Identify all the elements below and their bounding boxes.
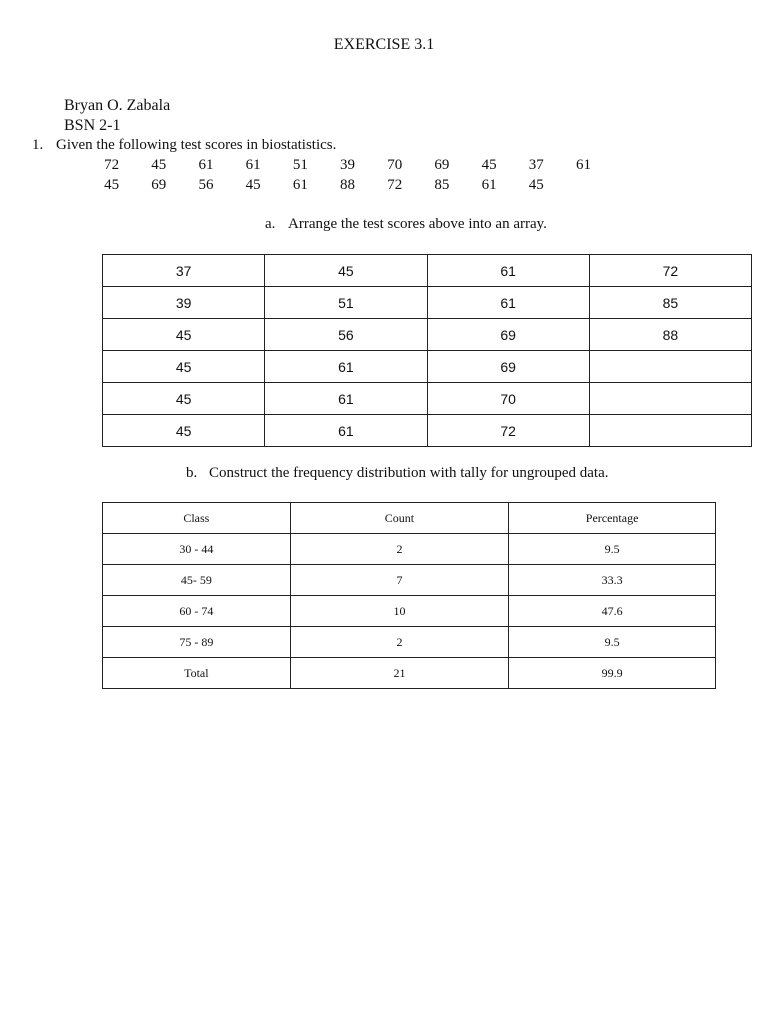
score-cell: 61 <box>575 157 591 173</box>
total-percentage-cell: 99.9 <box>509 658 716 689</box>
score-cell: 70 <box>387 157 403 173</box>
count-cell: 2 <box>290 534 509 565</box>
table-total-row <box>103 658 716 689</box>
table-cell: 70 <box>427 383 589 415</box>
part-b-text: Construct the frequency distribution with tally for ungrouped data. <box>209 465 609 481</box>
frequency-table <box>102 502 716 689</box>
score-cell: 88 <box>340 177 356 193</box>
count-cell: 7 <box>290 565 509 596</box>
question-number: 1. <box>32 137 44 153</box>
table-cell: 45 <box>103 351 265 383</box>
total-label-cell: Total <box>103 658 291 689</box>
score-cell: 61 <box>481 177 497 193</box>
table-cell: 61 <box>265 383 427 415</box>
score-cell: 56 <box>198 177 214 193</box>
table-cell: 45 <box>103 319 265 351</box>
part-b-letter: b. <box>186 465 198 481</box>
table-cell: 45 <box>265 255 427 287</box>
table-cell: 45 <box>103 383 265 415</box>
table-row <box>103 415 752 447</box>
part-a-heading <box>265 216 547 233</box>
table-row <box>103 351 752 383</box>
score-cell: 37 <box>528 157 544 173</box>
table-cell <box>589 383 751 415</box>
table-cell: 69 <box>427 319 589 351</box>
score-cell: 45 <box>481 157 497 173</box>
question-text: Given the following test scores in biostatistics. <box>56 137 337 153</box>
table-row <box>103 383 752 415</box>
score-cell: 39 <box>340 157 356 173</box>
table-cell: 61 <box>265 351 427 383</box>
array-table <box>102 254 752 447</box>
class-cell: 60 - 74 <box>103 596 291 627</box>
table-row <box>103 596 716 627</box>
table-cell: 61 <box>265 415 427 447</box>
table-cell: 56 <box>265 319 427 351</box>
score-cell: 45 <box>245 177 261 193</box>
table-cell: 45 <box>103 415 265 447</box>
scores-row-1 <box>88 157 607 174</box>
score-cell: 61 <box>292 177 308 193</box>
table-row <box>103 534 716 565</box>
table-cell: 37 <box>103 255 265 287</box>
part-a-text: Arrange the test scores above into an array. <box>288 216 547 232</box>
percentage-cell: 9.5 <box>509 627 716 658</box>
class-cell: 75 - 89 <box>103 627 291 658</box>
score-cell: 45 <box>104 177 120 193</box>
table-row <box>103 255 752 287</box>
table-cell: 88 <box>589 319 751 351</box>
score-cell: 61 <box>198 157 214 173</box>
table-cell: 61 <box>427 287 589 319</box>
table-cell: 72 <box>589 255 751 287</box>
student-name: Bryan O. Zabala <box>64 97 171 114</box>
table-cell: 39 <box>103 287 265 319</box>
score-cell: 61 <box>245 157 261 173</box>
table-row <box>103 627 716 658</box>
percentage-cell: 47.6 <box>509 596 716 627</box>
table-cell <box>589 415 751 447</box>
class-cell: 45- 59 <box>103 565 291 596</box>
percentage-cell: 33.3 <box>509 565 716 596</box>
table-cell: 72 <box>427 415 589 447</box>
score-cell: 72 <box>387 177 403 193</box>
part-b-heading <box>186 465 609 482</box>
table-row <box>103 287 752 319</box>
score-cell: 85 <box>434 177 450 193</box>
score-cell: 45 <box>151 157 167 173</box>
score-cell: 51 <box>292 157 308 173</box>
table-header-row <box>103 503 716 534</box>
header-count: Count <box>290 503 509 534</box>
score-cell: 72 <box>104 157 120 173</box>
score-cell: 45 <box>528 177 544 193</box>
total-count-cell: 21 <box>290 658 509 689</box>
count-cell: 2 <box>290 627 509 658</box>
header-class: Class <box>103 503 291 534</box>
score-cell: 69 <box>434 157 450 173</box>
table-cell: 69 <box>427 351 589 383</box>
percentage-cell: 9.5 <box>509 534 716 565</box>
student-section: BSN 2-1 <box>64 117 121 134</box>
table-cell: 85 <box>589 287 751 319</box>
header-percentage: Percentage <box>509 503 716 534</box>
class-cell: 30 - 44 <box>103 534 291 565</box>
scores-row-2 <box>88 177 560 194</box>
table-cell: 51 <box>265 287 427 319</box>
table-cell <box>589 351 751 383</box>
count-cell: 10 <box>290 596 509 627</box>
part-a-letter: a. <box>265 216 276 232</box>
table-row <box>103 319 752 351</box>
table-row <box>103 565 716 596</box>
exercise-title: EXERCISE 3.1 <box>333 36 435 53</box>
question-1 <box>32 137 336 154</box>
score-cell: 69 <box>151 177 167 193</box>
table-cell: 61 <box>427 255 589 287</box>
